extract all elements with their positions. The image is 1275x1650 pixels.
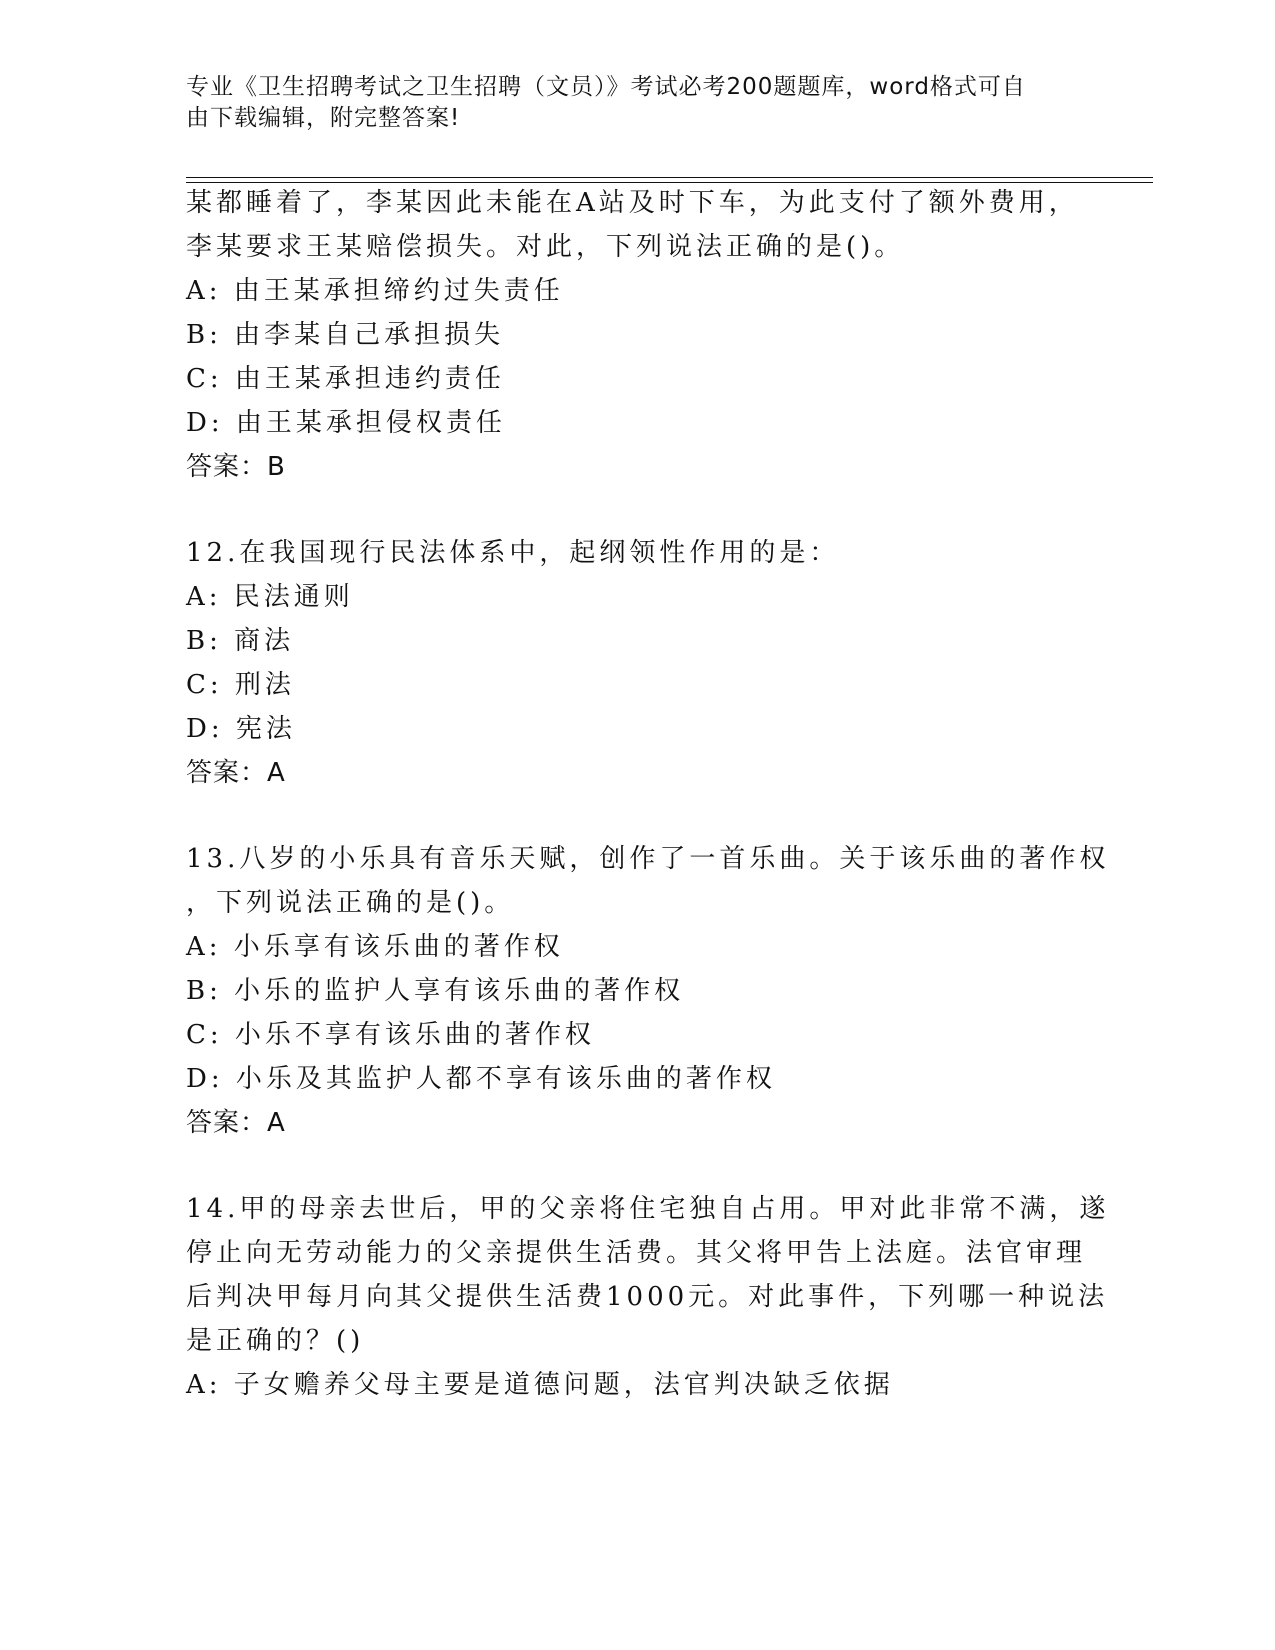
q14-stem-1: 14.甲的母亲去世后，甲的父亲将住宅独自占用。甲对此非常不满，遂	[186, 1194, 1110, 1224]
q13-option-a: A: 小乐享有该乐曲的著作权	[186, 932, 564, 962]
q12-option-d: D: 宪法	[186, 714, 296, 744]
q11-stem-continued-1: 某都睡着了，李某因此未能在A站及时下车，为此支付了额外费用，	[186, 188, 1079, 218]
q13-option-c: C: 小乐不享有该乐曲的著作权	[186, 1020, 595, 1050]
q12-option-a: A: 民法通则	[186, 582, 354, 612]
q13-stem-2: ，下列说法正确的是()。	[186, 888, 515, 918]
header-line-1: 专业《卫生招聘考试之卫生招聘（文员）》考试必考200题题库，word格式可自	[186, 74, 1026, 100]
q13-option-b: B: 小乐的监护人享有该乐曲的著作权	[186, 976, 685, 1006]
q11-option-a: A: 由王某承担缔约过失责任	[186, 276, 564, 306]
q14-stem-3: 后判决甲每月向其父提供生活费1000元。对此事件，下列哪一种说法	[186, 1282, 1109, 1312]
q12-option-c: C: 刑法	[186, 670, 295, 700]
q14-stem-4: 是正确的？()	[186, 1326, 365, 1356]
q14-option-a: A: 子女赡养父母主要是道德问题，法官判决缺乏依据	[186, 1370, 894, 1400]
q11-option-c: C: 由王某承担违约责任	[186, 364, 505, 394]
q13-answer: 答案：A	[186, 1108, 286, 1138]
q14-stem-2: 停止向无劳动能力的父亲提供生活费。其父将甲告上法庭。法官审理	[186, 1238, 1087, 1268]
header-double-rule	[186, 177, 1153, 183]
q12-option-b: B: 商法	[186, 626, 295, 656]
q11-stem-continued-2: 李某要求王某赔偿损失。对此，下列说法正确的是()。	[186, 232, 905, 262]
q13-option-d: D: 小乐及其监护人都不享有该乐曲的著作权	[186, 1064, 776, 1094]
q12-stem: 12.在我国现行民法体系中，起纲领性作用的是：	[186, 538, 840, 568]
q13-stem-1: 13.八岁的小乐具有音乐天赋，创作了一首乐曲。关于该乐曲的著作权	[186, 844, 1110, 874]
q12-answer: 答案：A	[186, 758, 286, 788]
q11-answer: 答案：B	[186, 452, 286, 482]
document-header	[186, 72, 1086, 134]
q11-option-b: B: 由李某自己承担损失	[186, 320, 505, 350]
header-line-2: 由下载编辑，附完整答案!	[186, 105, 461, 131]
q11-option-d: D: 由王某承担侵权责任	[186, 408, 506, 438]
